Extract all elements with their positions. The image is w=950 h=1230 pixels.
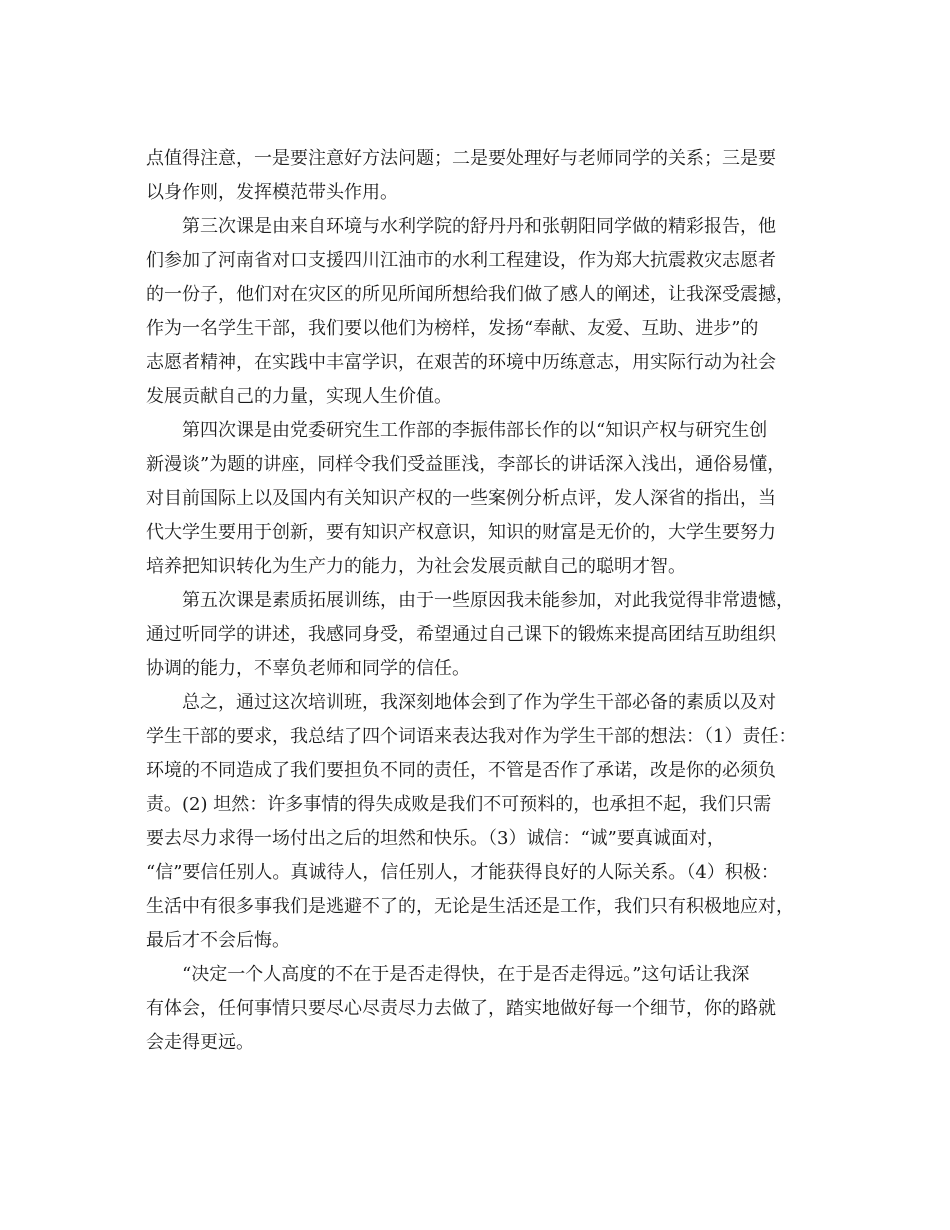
text-line: 新漫谈”为题的讲座，同样令我们受益匪浅，李部长的讲话深入浅出，通俗易懂， xyxy=(146,454,786,475)
text-line: 第三次课是由来自环境与水利学院的舒丹丹和张朝阳同学做的精彩报告，他 xyxy=(182,216,776,237)
text-line: 学生干部的要求，我总结了四个词语来表达我对作为学生干部的想法：（1）责任： xyxy=(146,726,797,747)
paragraph-third-lesson xyxy=(146,210,806,414)
text-line: 第四次课是由党委研究生工作部的李振伟部长作的以“知识产权与研究生创 xyxy=(182,420,768,441)
paragraph-closing-quote xyxy=(146,958,806,1060)
paragraph-fourth-lesson xyxy=(146,414,806,584)
text-line: 环境的不同造成了我们要担负不同的责任，不管是否作了承诺，改是你的必须负 xyxy=(146,760,776,781)
text-line: 作为一名学生干部，我们要以他们为榜样，发扬“奉献、友爱、互助、进步”的 xyxy=(146,318,759,339)
text-line: 们参加了河南省对口支援四川江油市的水利工程建设，作为郑大抗震救灾志愿者 xyxy=(146,250,776,271)
paragraph-fifth-lesson xyxy=(146,584,806,686)
text-line: 点值得注意，一是要注意好方法问题；二是要处理好与老师同学的关系；三是要 xyxy=(146,148,776,169)
text-line: 有体会，任何事情只要尽心尽责尽力去做了，踏实地做好每一个细节，你的路就 xyxy=(146,998,776,1019)
text-line: 的一份子，他们对在灾区的所见所闻所想给我们做了感人的阐述，让我深受震撼， xyxy=(146,284,794,305)
text-line: 志愿者精神，在实践中丰富学识，在艰苦的环境中历练意志，用实际行动为社会 xyxy=(146,352,776,373)
text-line: 代大学生要用于创新，要有知识产权意识，知识的财富是无价的，大学生要努力 xyxy=(146,522,776,543)
text-line: “信”要信任别人。真诚待人，信任别人，才能获得良好的人际关系。（4）积极： xyxy=(146,862,779,883)
text-line: 培养把知识转化为生产力的能力，为社会发展贡献自己的聪明才智。 xyxy=(146,556,686,577)
text-line: 要去尽力求得一场付出之后的坦然和快乐。（3）诚信：“诚”要真诚面对， xyxy=(146,828,725,849)
text-line: 生活中有很多事我们是逃避不了的，无论是生活还是工作，我们只有积极地应对， xyxy=(146,896,794,917)
text-line: 会走得更远。 xyxy=(146,1032,254,1053)
text-line: 责。(2) 坦然：许多事情的得失成败是我们不可预料的，也承担不起，我们只需 xyxy=(146,794,772,815)
text-line: 最后才不会后悔。 xyxy=(146,930,290,951)
document-body xyxy=(146,142,806,1060)
paragraph-summary xyxy=(146,686,806,958)
text-line: 第五次课是素质拓展训练，由于一些原因我未能参加，对此我觉得非常遗憾， xyxy=(182,590,794,611)
text-line: 总之，通过这次培训班，我深刻地体会到了作为学生干部必备的素质以及对 xyxy=(182,692,776,713)
text-line: 发展贡献自己的力量，实现人生价值。 xyxy=(146,386,452,407)
text-line: 以身作则，发挥模范带头作用。 xyxy=(146,182,398,203)
text-line: “决定一个人高度的不在于是否走得快，在于是否走得远。”这句话让我深 xyxy=(182,964,750,985)
text-line: 协调的能力，不辜负老师和同学的信任。 xyxy=(146,658,470,679)
paragraph-continuation xyxy=(146,142,806,210)
text-line: 对目前国际上以及国内有关知识产权的一些案例分析点评，发人深省的指出，当 xyxy=(146,488,776,509)
text-line: 通过听同学的讲述，我感同身受，希望通过自己课下的锻炼来提高团结互助组织 xyxy=(146,624,776,645)
